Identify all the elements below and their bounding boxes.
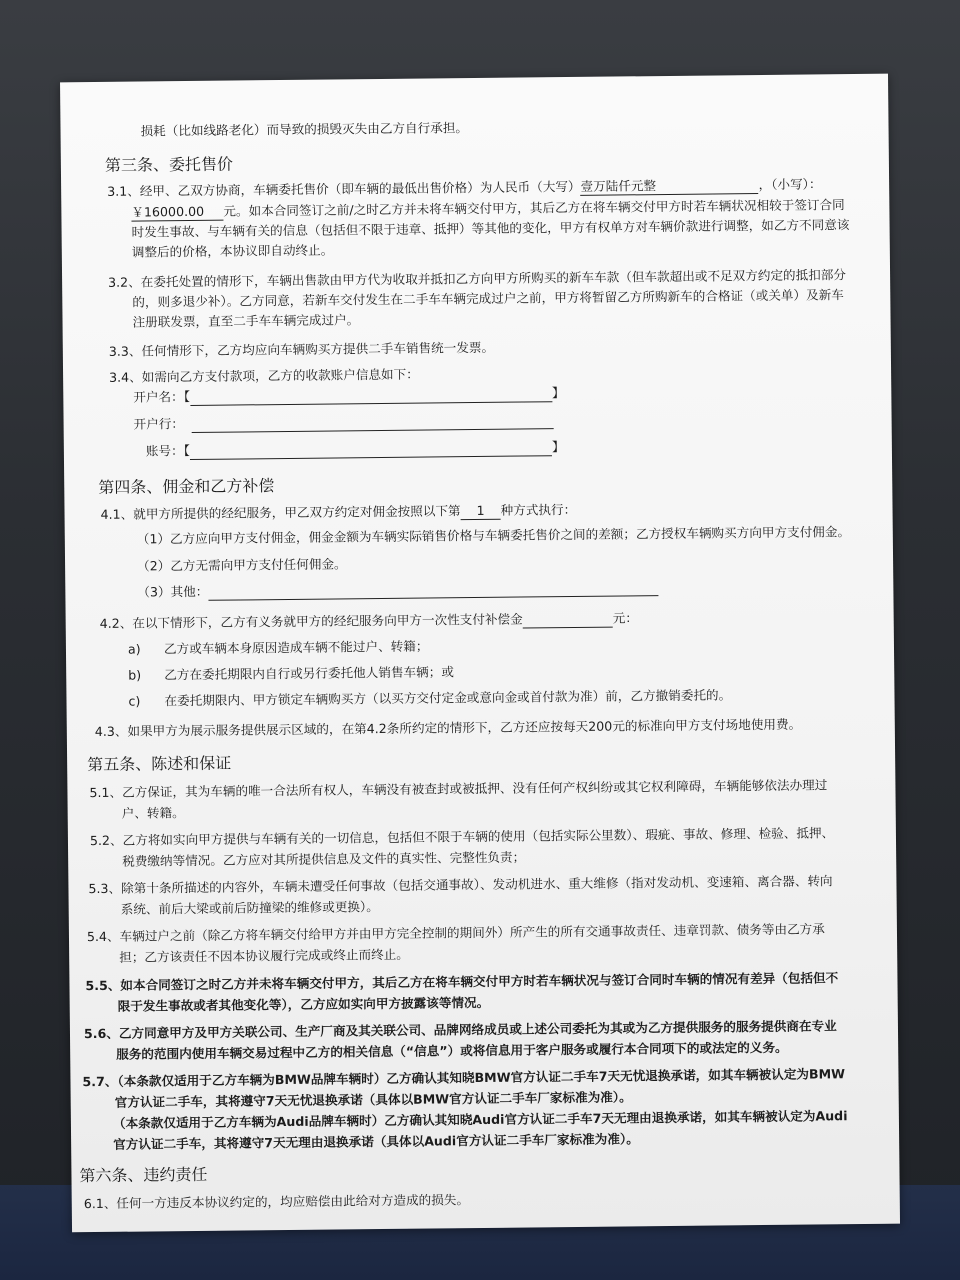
clause-5-7-line-2: 官方认证二手车，其将遵守7天无忧退换承诺（具体以BMW官方认证二手车厂家标准为准）。 (114, 1089, 632, 1110)
account-name-label: 开户名： (133, 389, 184, 405)
clause-3-3-line-1 (109, 340, 494, 360)
clause-text: 经甲、乙双方协商，车辆委托售价（即车辆的最低出售价格）为人民币（大写） (139, 178, 581, 199)
clause-text: （本条款仅适用于乙方车辆为BMW品牌车辆时）乙方确认其知晓BMW官方认证二手车7天无忧退换承诺，如其车辆被认定为BMW (117, 1066, 846, 1089)
clause-number: 5.1、 (89, 784, 123, 801)
clause-3-1-line-4: 调整后的价格，本协议即自动终止。 (131, 242, 334, 260)
item-a-text: 乙方或车辆本身原因造成车辆不能过户、转籍； (163, 638, 429, 657)
clause-number: 3.4、 (109, 369, 142, 385)
clause-text: 在委托处置的情形下，车辆出售款由甲方代为收取并抵扣乙方向甲方所购买的新车车款（但车款超出或不足双方约定的抵扣部分 (140, 267, 847, 290)
clause-number: 4.3、 (94, 723, 128, 740)
clause-text: 任何一方违反本协议约定的，均应赔偿由此给对方造成的损失。 (116, 1192, 470, 1211)
clause-text: 如需向乙方支付款项，乙方的收款账户信息如下： (141, 366, 419, 385)
bracket-close: 】 (551, 385, 565, 401)
bank-field[interactable] (192, 412, 554, 433)
clause-text: 乙方将如实向甲方提供与车辆有关的一切信息，包括但不限于车辆的使用（包括实际公里数）、瑕疵、事故、修理、检验、抵押、 (122, 825, 835, 848)
clause-number: 3.1、 (107, 183, 140, 199)
account-number-label: 账号： (145, 443, 184, 459)
clause-text: 乙方同意甲方及甲方关联公司、生产厂商及其关联公司、品牌网络成员或上述公司委托为其或为乙方提供服务的服务提供商在专业 (118, 1018, 837, 1041)
option-2: （2）乙方无需向甲方支付任何佣金。 (137, 556, 347, 574)
clause-5-4-line-1 (87, 921, 825, 945)
clause-text: 元。如本合同签订之前/之时乙方并未将车辆交付甲方，其后乙方在将车辆交付甲方时若车辆状况相较于签订合同 (223, 197, 845, 219)
item-c-text: 在委托期限内、甲方锁定车辆购买方（以买方交付定金或意向金或首付款为准）前，乙方撤销委托的。 (164, 687, 732, 709)
amount-figure-value: ￥16000.00 (131, 203, 205, 220)
clause-text: 如果甲方为展示服务提供展示区域的，在第4.2条所约定的情形下，乙方还应按每天200元的标准向甲方支付场地使用费。 (127, 716, 802, 739)
clause-number: 4.1、 (100, 506, 134, 522)
clause-text: 任何情形下，乙方均应向车辆购买方提供二手车销售统一发票。 (141, 339, 495, 359)
clause-number: 5.4、 (86, 928, 120, 945)
item-a-label: a) (127, 641, 141, 657)
section-4-heading: 第四条、佣金和乙方补偿 (98, 476, 275, 497)
commission-choice-value: 1 (476, 502, 485, 518)
clause-4-1-line-1 (100, 502, 576, 524)
clause-5-5-line-1 (85, 970, 838, 994)
clause-5-6-line-2: 服务的范围内使用车辆交易过程中乙方的相关信息（“信息”）或将信息用于客户服务或履行本合同项下的或法定的义务。 (116, 1039, 788, 1062)
clause-text: 如本合同签订之时乙方并未将车辆交付甲方，其后乙方在将车辆交付甲方时若车辆状况与签订合同时车辆的情况有差异（包括但不 (120, 970, 839, 993)
clause-6-1-line-1 (84, 1192, 469, 1212)
bank-row (134, 412, 555, 433)
bracket-open: 【 (183, 388, 191, 405)
clause-text: 就甲方所提供的经纪服务，甲乙双方约定对佣金按照以下第 (133, 503, 461, 522)
clause-number: 4.2、 (99, 615, 133, 631)
item-b-label: b) (128, 667, 142, 683)
section-3-heading: 第三条、委托售价 (104, 154, 234, 175)
amount-words-field[interactable] (580, 177, 758, 196)
clause-5-3-line-1 (88, 873, 832, 897)
clause-5-5-line-2: 限于发生事故或者其他变化等），乙方应如实向甲方披露该等情况。 (117, 994, 490, 1014)
clause-3-1-line-3: 时发生事故、与车辆有关的信息（包括但不限于违章、抵押）等其他的变化，甲方有权单方对车辆价款进行调整，如乙方不同意该 (131, 217, 850, 240)
contract-page (60, 74, 900, 1233)
other-method-field[interactable] (208, 579, 658, 601)
clause-text: 在以下情形下，乙方有义务就甲方的经纪服务向甲方一次性支付补偿金 (132, 611, 523, 631)
bank-label: 开户行： (133, 416, 185, 432)
bracket-open: 【 (183, 442, 191, 459)
section-5-heading: 第五条、陈述和保证 (87, 753, 232, 775)
clause-5-4-line-2: 担；乙方该责任不因本协议履行完成或终止而终止。 (119, 946, 409, 965)
item-c-label: c) (128, 693, 141, 709)
clause-4-2-line-1 (100, 610, 638, 633)
clause-3-4-line-1 (109, 367, 419, 386)
clause-5-7-line-3: （本条款仅适用于乙方车辆为Audi品牌车辆时）乙方确认其知晓Audi官方认证二手车7天无理由退换承诺，如其车辆被认定为Audi (112, 1108, 848, 1131)
clause-5-2-line-1 (90, 825, 834, 849)
option-3 (137, 579, 658, 601)
clause-5-7-line-1 (82, 1066, 845, 1090)
account-name-field[interactable] (190, 385, 552, 406)
clause-5-7-line-4: 官方认证二手车，其将遵守7天无理由退换承诺（具体以Audi官方认证二手车厂家标准为准）。 (113, 1131, 639, 1152)
item-c (128, 687, 731, 709)
clause-number: 5.7、 (82, 1073, 118, 1090)
clause-5-2-line-2: 税费缴纳等情况。乙方应对其所提供信息及文件的真实性、完整性负责； (122, 849, 526, 869)
clause-number: 5.3、 (88, 880, 122, 897)
item-b (128, 664, 454, 683)
account-number-field[interactable] (190, 439, 552, 460)
clause-number: 3.2、 (108, 274, 141, 290)
account-name-row (133, 385, 564, 407)
amount-words-value: 壹万陆仟元整 (580, 178, 657, 194)
clause-text: 元： (612, 610, 638, 626)
clause-number: 5.5、 (85, 977, 121, 994)
clause-number: 5.6、 (83, 1025, 119, 1042)
item-a (128, 639, 429, 658)
item-b-text: 乙方在委托期限内自行或另行委托他人销售车辆；或 (164, 664, 454, 683)
intro-tail-text: 损耗（比如线路老化）而导致的损毁灭失由乙方自行承担。 (140, 120, 469, 139)
clause-5-3-line-2: 系统、前后大梁或前后防撞梁的维修或更换）。 (120, 899, 379, 917)
clause-text: 车辆过户之前（除乙方将车辆交付给甲方并由甲方完全控制的期间外）所产生的所有交通事故责任、违章罚款、债务等由乙方承 (119, 921, 825, 944)
clause-5-6-line-1 (84, 1018, 837, 1042)
intro-tail-line (140, 120, 468, 139)
clause-text: 乙方保证，其为车辆的唯一合法所有权人，车辆没有被查封或被抵押、没有任何产权纠纷或其它权利障碍，车辆能够依法办理过 (122, 777, 828, 800)
option-1: （1）乙方应向甲方支付佣金，佣金金额为车辆实际销售价格与车辆委托售价之间的差额；乙方授权车辆购买方向甲方支付佣金。 (136, 524, 851, 547)
clause-5-1-line-1 (89, 777, 827, 801)
clause-text: ，（小写）： (758, 176, 822, 193)
clause-3-2-line-2: 的，则多退少补）。乙方同意，若新车交付发生在二手车车辆完成过户之前，甲方将暂留乙方所购新车的合格证（或关单）及新车 (132, 287, 844, 310)
clause-text: 种方式执行： (500, 501, 577, 518)
clause-5-1-line-2: 户、转籍。 (121, 805, 185, 821)
compensation-field[interactable] (523, 611, 613, 629)
clause-number: 5.2、 (89, 832, 123, 849)
clause-number: 6.1、 (83, 1195, 117, 1212)
amount-figure-field[interactable] (131, 204, 223, 222)
clause-text: 除第十条所描述的内容外，车辆未遭受任何事故（包括交通事故）、发动机进水、重大维修（指对发动机、变速箱、离合器、转向 (121, 873, 833, 896)
clause-number: 3.3、 (108, 343, 142, 359)
option-3-label: （3）其他： (137, 583, 209, 600)
clause-4-3-line-1 (95, 717, 802, 740)
section-6-heading: 第六条、违约责任 (79, 1164, 208, 1186)
clause-3-2-line-3: 注册联发票，直至二手车车辆完成过户。 (132, 312, 360, 330)
clause-3-1-line-1 (107, 176, 822, 200)
bracket-close: 】 (551, 439, 565, 455)
commission-choice-field[interactable] (461, 503, 501, 520)
account-number-row (146, 439, 565, 460)
